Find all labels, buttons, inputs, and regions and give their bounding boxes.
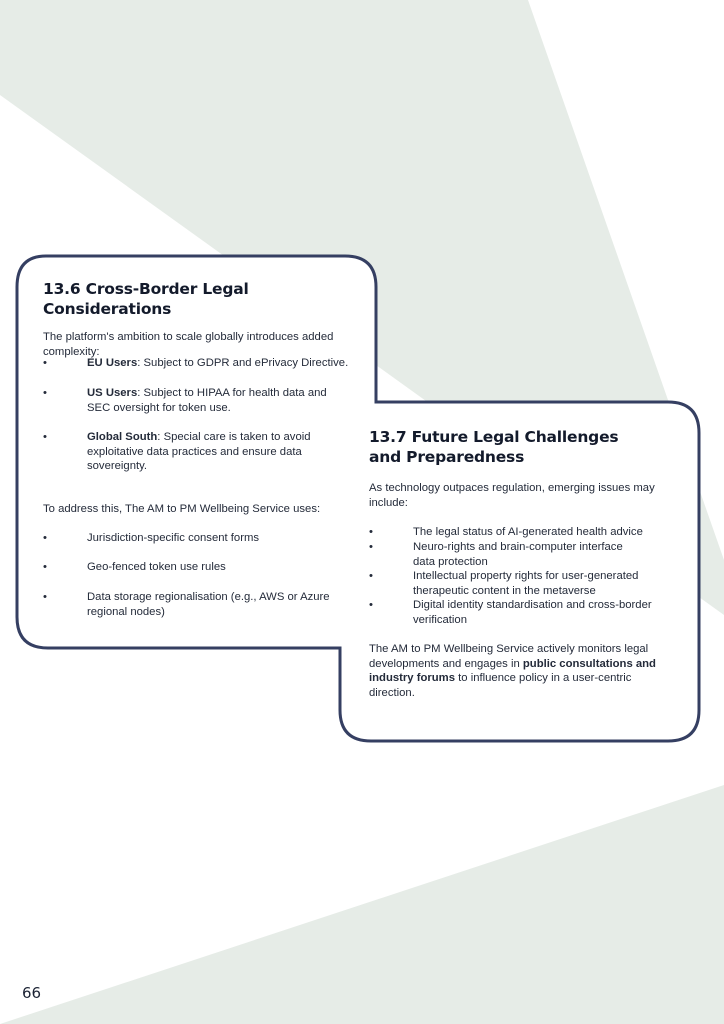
section-heading: 13.6 Cross-Border Legal Considerations	[43, 280, 249, 318]
bullet-icon: •	[43, 357, 47, 369]
section-intro: As technology outpaces regulation, emerging issues may include:	[369, 482, 655, 509]
closing-paragraph: The AM to PM Wellbeing Service actively monitors legal developments and engages in public consultations and industry forums to influence policy in a user-centric direction.	[369, 643, 656, 700]
item-label: EU Users	[87, 357, 138, 369]
bullet-icon: •	[369, 541, 373, 553]
item-text: Neuro-rights and brain-computer interface data protection	[413, 541, 623, 568]
item-text: : Special care is taken to avoid exploitative data practices and ensure data sovereignty.	[87, 431, 311, 473]
item-text: Data storage regionalisation (e.g., AWS or Azure regional nodes)	[87, 591, 330, 618]
item-label: US Users	[87, 387, 138, 399]
item-text: Intellectual property rights for user-generated therapeutic content in the metaverse	[413, 570, 639, 597]
bullet-icon: •	[43, 561, 47, 573]
item-text: The legal status of AI-generated health advice	[413, 526, 643, 538]
item-text: Jurisdiction-specific consent forms	[87, 532, 260, 544]
item-text: : Subject to HIPAA for health data and SEC oversight for token use.	[87, 387, 327, 414]
section-heading: 13.7 Future Legal Challenges and Preparedness	[369, 428, 619, 466]
bullet-icon: •	[43, 591, 47, 603]
page-number: 66	[22, 984, 42, 1002]
bullet-icon: •	[43, 431, 47, 443]
section-intro: The platform's ambition to scale globally introduces added complexity:	[43, 331, 334, 358]
section-future-legal	[369, 427, 669, 510]
item-text: Geo-fenced token use rules	[87, 561, 226, 573]
item-label: Global South	[87, 431, 158, 443]
item-text: Digital identity standardisation and cross-border verification	[413, 599, 652, 626]
closing-emphasis: public consultations and industry forums	[369, 657, 656, 685]
bullet-icon: •	[369, 570, 373, 582]
item-text: : Subject to GDPR and ePrivacy Directive.	[137, 357, 349, 369]
section-cross-border	[43, 279, 355, 359]
address-intro: To address this, The AM to PM Wellbeing Service uses:	[43, 503, 321, 515]
bullet-icon: •	[369, 526, 373, 538]
bullet-icon: •	[43, 532, 47, 544]
bullet-icon: •	[369, 599, 373, 611]
bullet-icon: •	[43, 387, 47, 399]
